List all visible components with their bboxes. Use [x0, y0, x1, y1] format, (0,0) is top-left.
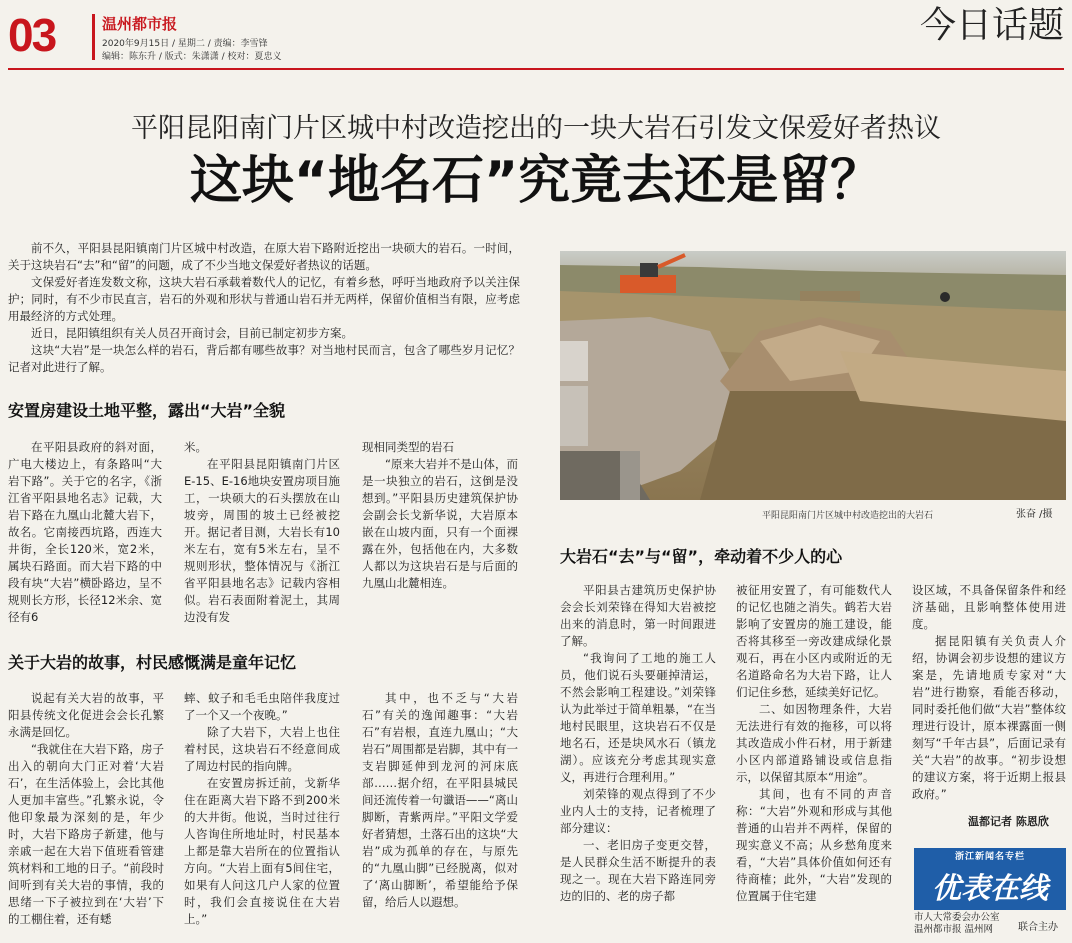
paragraph: 除了大岩下，大岩上也住着村民，这块岩石不经意间成了周边村民的指向牌。 [184, 725, 340, 773]
intro-paragraph: 前不久，平阳县昆阳镇南门片区城中村改造，在原大岩下路附近挖出一块硕大的岩石。一时间，关于这块岩石“去”和“留”的问题，成了不少当地文保爱好者热议的话题。 [8, 241, 520, 272]
section1-heading: 安置房建设土地平整，露出“大岩”全貌 [8, 401, 286, 420]
paragraph: 在平阳县政府的斜对面，广电大楼边上，有条路叫“大岩下路”。关于它的名字，《浙江省平阳县地名志》记载，大岩下路在九凰山北麓大岩下，故名。它南接西坑路，西连大井街，全长120米，宽2米，属块石路面。而大岩下路的中段有块“大岩”横卧路边，呈不规则长方形，长径12米余、宽径有6 [8, 440, 162, 624]
paragraph: 在平阳县昆阳镇南门片区E-15、E-16地块安置房项目施工，一块硕大的石头摆放在山坡旁，周围的坡土已经被挖开。据记者目测，大岩长有10米左右，宽有5米左右，呈不规则形状，整体情况与《浙江省平阳县地名志》记载内容相似。岩石表面附着泥土，其周边没有发 [184, 457, 340, 624]
paragraph: 平阳县古建筑历史保护协会会长刘荣锋在得知大岩被挖出来的消息时，第一时间跟进了解。 [560, 583, 716, 648]
paragraph: 一、老旧房子变更交替，是人民群众生活不断提升的表现之一。现在大岩下路连同旁边的旧的、老的房子都 [560, 838, 716, 903]
paragraph: “我就住在大岩下路，房子出入的朝向大门正对着‘大岩石’，在生活体验上，会比其他人更加丰富些。”孔繁永说，令他印象最为深刻的是，年少时，大岩下路房子新建，他与亲戚一起在大岩下值班看管建筑材料和工地的日子。“前段时间听到有关大岩的事情，我的思绪一下子被拉到在‘大岩’下的工棚住着，还有蟋 [8, 742, 164, 926]
intro-paragraph: 这块“大岩”是一块怎么样的岩石，背后都有哪些故事？对当地村民而言，包含了哪些岁月记忆？记者对此进行了解。 [8, 343, 520, 374]
section3-col2 [736, 582, 892, 905]
column-brand-banner: 浙江新闻名专栏 [914, 848, 1066, 866]
paragraph: 蟀、蚊子和毛毛虫陪伴我度过了一个又一个夜晚。” [184, 691, 340, 722]
headline-title: 这块“地名石”究竟去还是留？ [189, 151, 883, 211]
article-byline: 温都记者 陈恩欣 [968, 815, 1049, 828]
section3-col3 [912, 582, 1066, 803]
intro-block [8, 240, 520, 376]
section-title: 今日话题 [919, 5, 1064, 46]
page-number: 03 [8, 9, 56, 61]
paragraph: 在安置房拆迁前，戈新华住在距离大岩下路不到200米的大井街。他说，当时过往行人咨询住所地址时，村民基本上都是靠大岩所在的位置指认方向。“大岩上面有5间住宅，如果有人问这几户人家的位置时，我们会直接说住在大岩上。” [184, 776, 340, 926]
header-meta-staff: 编辑：陈东升 / 版式：朱潇潇 / 校对：夏忠义 [102, 52, 282, 62]
section1-col1 [8, 439, 162, 626]
paragraph: 据昆阳镇有关负责人介绍，协调会初步设想的建议方案是，先请地质专家对“大岩”进行勘察，看能否移动，同时委托他们做“大岩”整体纹理进行设计，原本裸露面一侧刻写“千年古县”，后面记录有关“大岩”的故事。“初步设想的建议方案，将于近期上报县政府。” [912, 634, 1066, 801]
paragraph: 刘荣锋的观点得到了不少业内人士的支持，记者梳理了部分建议： [560, 787, 716, 835]
section2-col1 [8, 690, 164, 928]
paragraph: 二、如因物理条件，大岩无法进行有效的拖移，可以将其改造成小件石材，用于新建小区内部道路铺设或信息指示，以保留其原本“用途”。 [736, 702, 892, 784]
section1-col3 [362, 439, 518, 592]
paragraph: “原来大岩并不是山体，而是一块独立的岩石，这倒是没想到。”平阳县历史建筑保护协会副会长戈新华说，大岩原本嵌在山坡内面，只有一个面裸露在外，包括他在内，大多数人都以为这块岩石是与后面的九凰山北麓相连。 [362, 457, 518, 590]
headline-subtitle: 平阳昆阳南门片区城中村改造挖出的一块大岩石引发文保爱好者热议 [131, 113, 941, 144]
section2-col3 [362, 690, 518, 911]
brand-co-host: 联合主办 [1018, 922, 1058, 933]
intro-paragraph: 文保爱好者连发数文称，这块大岩石承载着数代人的记忆，有着乡愁，呼吁当地政府予以关注保护；同时，有不少市民直言，岩石的外观和形状与普通山岩石并无两样，保留价值相当有限，应考虑用最经济的方式处理。 [8, 275, 520, 323]
intro-paragraph: 近日，昆阳镇组织有关人员召开商讨会，目前已制定初步方案。 [31, 326, 353, 340]
header-divider [92, 14, 95, 60]
section3-col1 [560, 582, 716, 905]
section2-col2 [184, 690, 340, 928]
section2-heading: 关于大岩的故事，村民感慨满是童年记忆 [8, 653, 297, 672]
photo-caption: 平阳昆阳南门片区城中村改造挖出的大岩石 [762, 511, 934, 521]
paragraph: 设区域，不具备保留条件和经济基础，且影响整体使用进度。 [912, 583, 1066, 631]
column-brand-logo: 优表在线 [914, 866, 1066, 910]
excavation-photo-illustration [560, 251, 1066, 500]
paragraph: 其中，也不乏与“大岩石”有关的逸闻趣事：“大岩石”有岩根，直连九凰山；“大岩石”周围都是岩脚，其中有一支岩脚延伸到龙河的河床底部……据介绍，在平阳县城民间还流传着一句谶语——“离山脚断，青紫两岸。”平阳文学爱好者猜想，土落石出的这块“大岩”成为孤单的存在，与原先的“九凰山脚”已经脱离，似对了‘离山脚断’，希望能给予保留，给后人以遐想。 [362, 691, 518, 909]
paragraph: 其间，也有不同的声音称：“大岩”外观和形成与其他普通的山岩并不两样，保留的现实意义不高；从乡愁角度来看，“大岩”具体价值如何还有待商榷；此外，“大岩”发现的位置属于住宅建 [736, 787, 892, 903]
paragraph: 被征用安置了，有可能数代人的记忆也随之消失。鹤若大岩影响了安置房的施工建设，能否将其移至一旁改建成绿化景观石，再在小区内或附近的无名道路命名为大岩下路，让人们记住乡愁，延续美好记忆。 [736, 583, 892, 699]
photo-credit: 张奋 /摄 [1016, 509, 1053, 520]
header-meta-date: 2020年9月15日 / 星期二 / 责编：李雪锋 [102, 39, 268, 49]
newspaper-name: 温州都市报 [102, 15, 178, 33]
section3-heading: 大岩石“去”与“留”，牵动着不少人的心 [560, 547, 843, 566]
brand-organizers [914, 912, 1000, 936]
brand-organizer-line: 温州都市报 温州网 [914, 924, 994, 935]
paragraph: 米。 [184, 440, 207, 454]
paragraph: 说起有关大岩的故事，平阳县传统文化促进会会长孔繁永满是回忆。 [8, 691, 164, 739]
header-rule [8, 68, 1064, 70]
paragraph: 现相同类型的岩石 [362, 440, 454, 454]
paragraph: “我询问了工地的施工人员，他们说石头要砸掉清运，不然会影响工程建设。”刘荣锋认为此举过于简单粗暴，“在当地村民眼里，这块岩石不仅是地名石，还是块风水石（镇龙湖）。应该充分考虑其现实意义，再进行合理利用。” [560, 651, 716, 784]
section1-col2 [184, 439, 340, 626]
brand-organizer-line: 市人大常委会办公室 [914, 912, 1000, 923]
excavation-photo [560, 251, 1066, 500]
